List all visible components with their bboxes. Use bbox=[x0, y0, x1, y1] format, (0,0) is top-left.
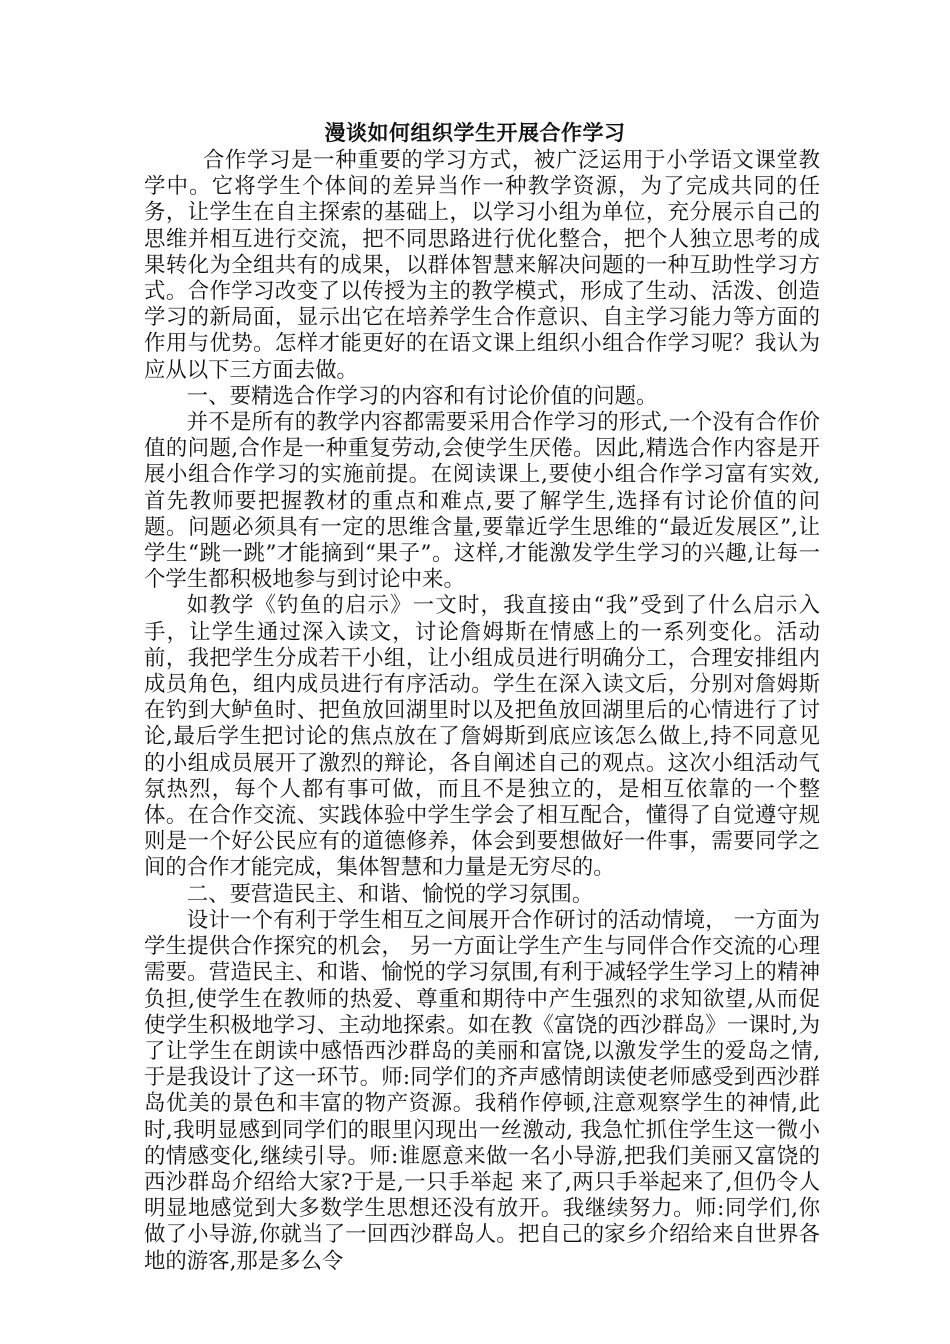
paragraph-example-1: 如教学《钓鱼的启示》一文时，我直接由“我”受到了什么启示入手，让学生通过深入读文，讨论詹姆斯在情感上的一系列变化。活动前，我把学生分成若干小组，让小组成员进行明确分工，合理安排组内成员角色，组内成员进行有序活动。学生在深入读文后，分别对詹姆斯在钓到大鲈鱼时、把鱼放回湖里时以及把鱼放回湖里后的心情进行了讨论,最后学生把讨论的焦点放在了詹姆斯到底应该怎么做上,持不同意见的小组成员展开了激烈的辩论，各自阐述自己的观点。这次小组活动气氛热烈，每个人都有事可做，而且不是独立的，是相互依靠的一个整体。在合作交流、实践体验中学生学会了相互配合，懂得了自觉遵守规则是一个好公民应有的道德修养，体会到要想做好一件事，需要同学之间的合作才能完成，集体智慧和力量是无穷尽的。 bbox=[144, 593, 820, 881]
section-heading-1: 一、要精选合作学习的内容和有讨论价值的问题。 bbox=[186, 383, 658, 409]
paragraph-section-2: 设计一个有利于学生相互之间展开合作研讨的活动情境， 一方面为学生提供合作探究的机会， 另一方面让学生产生与同伴合作交流的心理需要。营造民主、和谐、愉悦的学习氛围,有利于减轻学生学习上的精神负担,使学生在教师的热爱、尊重和期待中产生强烈的求知欲望,从而促使学生积极地学习、主动地探索。如在教《富饶的西沙群岛》一课时,为了让学生在朗读中感悟西沙群岛的美丽和富饶,以激发学生的爱岛之情,于是我设计了这一环节。师:同学们的齐声感情朗读使老师感受到西沙群岛优美的景色和丰富的物产资源。我稍作停顿,注意观察学生的神情,此时,我明显感到同学们的眼里闪现出一丝激动, 我急忙抓住学生这一微小的情感变化,继续引导。师:谁愿意来做一名小导游,把我们美丽又富饶的西沙群岛介绍给大家?于是,一只手举起 来了,两只手举起来了,但仍令人明显地感觉到大多数学生思想还没有放开。我继续努力。师:同学们,你做了小导游,你就当了一回西沙群岛人。把自己的家乡介绍给来自世界各地的游客,那是多么令 bbox=[144, 907, 820, 1274]
section-heading-2: 二、要营造民主、和谐、愉悦的学习氛围。 bbox=[186, 881, 594, 907]
paragraph-intro: 合作学习是一种重要的学习方式，被广泛运用于小学语文课堂教学中。它将学生个体间的差异当作一种教学资源，为了完成共同的任务，让学生在自主探索的基础上，以学习小组为单位，充分展示自己的思维并相互进行交流，把不同思路进行优化整合，把个人独立思考的成果转化为全组共有的成果，以群体智慧来解决问题的一种互助性学习方式。合作学习改变了以传授为主的教学模式，形成了生动、活泼、创造学习的新局面，显示出它在培养学生合作意识、自主学习能力等方面的作用与优势。怎样才能更好的在语文课上组织小组合作学习呢？我认为应从以下三方面去做。 bbox=[144, 148, 820, 383]
document-body bbox=[144, 148, 820, 1275]
document-title: 漫谈如何组织学生开展合作学习 bbox=[324, 120, 626, 145]
paragraph-section-1: 并不是所有的教学内容都需要采用合作学习的形式,一个没有合作价值的问题,合作是一种重复劳动,会使学生厌倦。因此,精选合作内容是开展小组合作学习的实施前提。在阅读课上,要使小组合作学习富有实效,首先教师要把握教材的重点和难点,要了解学生,选择有讨论价值的问题。问题必须具有一定的思维含量,要靠近学生思维的“最近发展区”,让学生“跳一跳”才能摘到“果子”。这样,才能激发学生学习的兴趣,让每一个学生都积极地参与到讨论中来。 bbox=[144, 410, 820, 593]
